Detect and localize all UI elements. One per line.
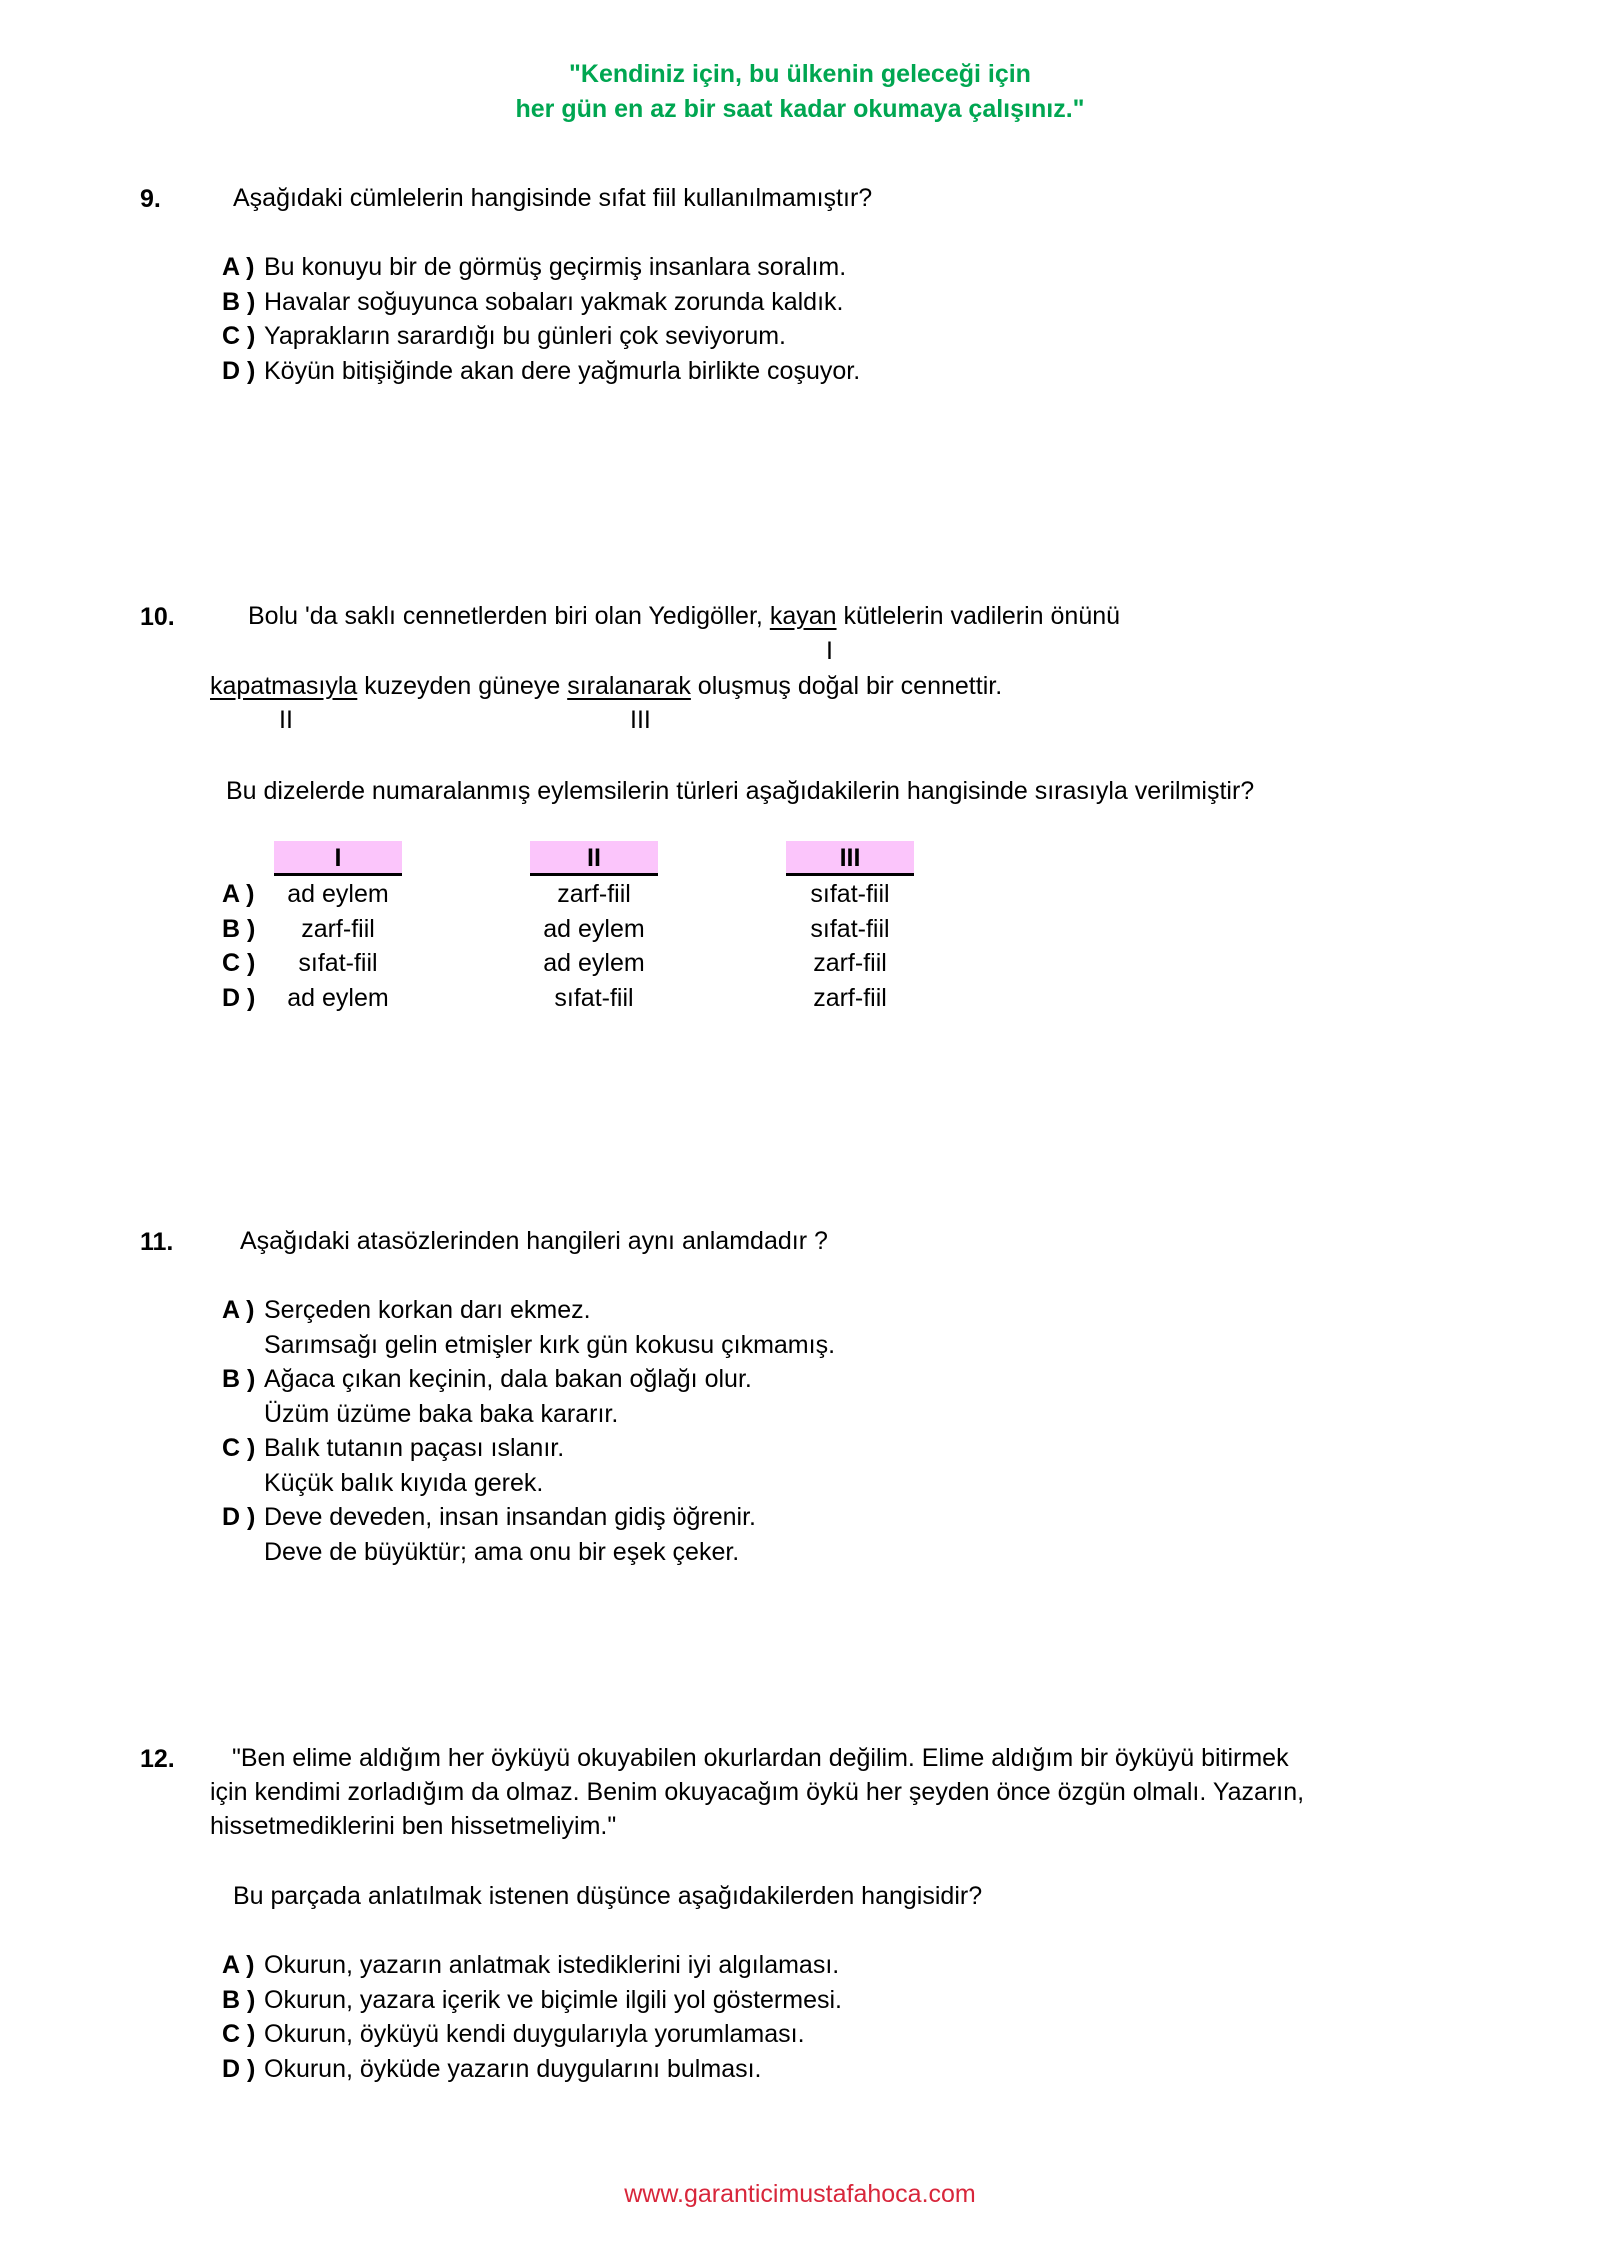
- marker-i: I: [826, 637, 833, 665]
- option-a[interactable]: [222, 1948, 842, 1983]
- option-letter: C ): [222, 949, 256, 977]
- table-cell: ad eylem: [543, 914, 645, 943]
- option-letter: D ): [222, 356, 256, 385]
- passage-text: Bolu 'da saklı cennetlerden biri olan Yedigöller,: [248, 602, 770, 630]
- question-11-options: [222, 1293, 835, 1569]
- option-letter: A ): [222, 880, 255, 908]
- table-cell: sıfat-fiil: [554, 983, 634, 1012]
- question-10-options: [222, 877, 264, 1015]
- option-d[interactable]: [222, 1500, 835, 1569]
- option-text: Okurun, öyküyü kendi duygularıyla yorumlaması.: [264, 2020, 805, 2048]
- option-c[interactable]: [222, 2017, 842, 2052]
- option-text-line-2: Sarımsağı gelin etmişler kırk gün kokusu çıkmamış.: [264, 1330, 836, 1359]
- option-text-line-2: Küçük balık kıyıda gerek.: [264, 1468, 544, 1497]
- table-cell: zarf-fiil: [557, 880, 631, 908]
- option-text: Yaprakların sarardığı bu günleri çok seviyorum.: [264, 322, 786, 350]
- option-b[interactable]: [222, 1362, 835, 1431]
- table-header-ii: II: [530, 841, 658, 876]
- option-text: Köyün bitişiğinde akan dere yağmurla birlikte coşuyor.: [264, 356, 861, 385]
- footer-link[interactable]: www.garanticimustafahoca.com: [624, 2180, 976, 2208]
- underlined-verbal-iii: sıralanarak: [567, 672, 691, 700]
- option-text-line-2: Üzüm üzüme baka baka kararır.: [264, 1399, 619, 1428]
- option-letter: B ): [222, 1365, 256, 1393]
- underlined-verbal-ii: kapatmasıyla: [210, 672, 358, 700]
- option-letter: B ): [222, 1985, 256, 2014]
- option-d[interactable]: [222, 354, 860, 389]
- option-letter: A ): [222, 1951, 255, 1979]
- option-b[interactable]: [222, 285, 860, 320]
- table-header-i: I: [274, 841, 402, 876]
- question-11-text: Aşağıdaki atasözlerinden hangileri aynı anlamdadır ?: [240, 1227, 828, 1255]
- question-10-line-1: [248, 599, 1120, 633]
- option-a[interactable]: [222, 250, 860, 285]
- marker-iii: III: [630, 706, 651, 734]
- table-cell: zarf-fiil: [813, 983, 887, 1012]
- option-letter: C ): [222, 1434, 256, 1462]
- question-12-number: 12.: [140, 1745, 175, 1773]
- option-text: Okurun, yazarın anlatmak istediklerini iyi algılaması.: [264, 1951, 840, 1979]
- question-12-options: [222, 1948, 842, 2086]
- table-header-iii: III: [786, 841, 914, 876]
- option-letter: D ): [222, 983, 256, 1012]
- table-cell: ad eylem: [543, 949, 645, 977]
- option-letter: D ): [222, 1503, 256, 1531]
- question-12-passage-line-1: "Ben elime aldığım her öyküyü okuyabilen okurlardan değilim. Elime aldığım bir öyküyü bitirmek: [232, 1744, 1289, 1772]
- option-letter: C ): [222, 322, 256, 350]
- table-cell: zarf-fiil: [301, 914, 375, 943]
- option-c[interactable]: [222, 1431, 835, 1500]
- passage-text: kütlelerin vadilerin önünü: [836, 602, 1121, 630]
- option-text: Okurun, yazara içerik ve biçimle ilgili yol göstermesi.: [264, 1985, 842, 2014]
- question-12-passage-line-3: hissetmediklerini ben hissetmeliyim.": [210, 1812, 617, 1840]
- option-letter: A ): [222, 1296, 255, 1324]
- option-letter: A ): [222, 253, 255, 281]
- question-10-text: Bu dizelerde numaralanmış eylemsilerin türleri aşağıdakilerin hangisinde sırasıyla verilmiştir?: [226, 777, 1255, 805]
- option-b[interactable]: [222, 912, 264, 947]
- option-text-line-1: Ağaca çıkan keçinin, dala bakan oğlağı olur.: [264, 1365, 752, 1393]
- underlined-verbal-i: kayan: [769, 602, 837, 630]
- option-letter: B ): [222, 914, 256, 943]
- table-cell: ad eylem: [287, 880, 389, 908]
- option-b[interactable]: [222, 1983, 842, 2018]
- option-a[interactable]: [222, 877, 264, 912]
- option-d[interactable]: [222, 2052, 842, 2087]
- marker-ii: II: [279, 706, 293, 734]
- option-a[interactable]: [222, 1293, 835, 1362]
- table-cell: zarf-fiil: [813, 949, 887, 977]
- question-9-number: 9.: [140, 185, 161, 213]
- question-12-passage-line-2: için kendimi zorladığım da olmaz. Benim okuyacağım öykü her şeyden önce özgün olmalı. Yazarın,: [210, 1778, 1305, 1806]
- option-text-line-1: Deve deveden, insan insandan gidiş öğrenir.: [264, 1503, 757, 1531]
- question-10-number: 10.: [140, 603, 175, 631]
- question-10-line-2: [210, 669, 1002, 703]
- passage-text: oluşmuş doğal bir cennettir.: [690, 672, 1003, 700]
- passage-text: kuzeyden güneye: [357, 672, 568, 700]
- option-text: Bu konuyu bir de görmüş geçirmiş insanlara soralım.: [264, 253, 847, 281]
- motto-line-2: her gün en az bir saat kadar okumaya çalışınız.": [515, 95, 1085, 123]
- question-11-number: 11.: [140, 1228, 174, 1256]
- motto-line-1: "Kendiniz için, bu ülkenin geleceği için: [569, 60, 1031, 88]
- option-letter: D ): [222, 2054, 256, 2083]
- option-letter: B ): [222, 287, 256, 316]
- option-text-line-2: Deve de büyüktür; ama onu bir eşek çeker.: [264, 1537, 740, 1566]
- table-cell: ad eylem: [287, 983, 389, 1012]
- option-text-line-1: Balık tutanın paçası ıslanır.: [264, 1434, 565, 1462]
- option-text: Okurun, öyküde yazarın duygularını bulması.: [264, 2054, 762, 2083]
- question-9-text: Aşağıdaki cümlelerin hangisinde sıfat fiil kullanılmamıştır?: [233, 184, 873, 212]
- option-text-line-1: Serçeden korkan darı ekmez.: [264, 1296, 591, 1324]
- table-cell: sıfat-fiil: [810, 880, 890, 908]
- option-c[interactable]: [222, 946, 264, 981]
- question-12-text: Bu parçada anlatılmak istenen düşünce aşağıdakilerden hangisidir?: [233, 1882, 983, 1910]
- question-9-options: [222, 250, 860, 388]
- table-cell: sıfat-fiil: [298, 949, 378, 977]
- option-d[interactable]: [222, 981, 264, 1016]
- option-c[interactable]: [222, 319, 860, 354]
- option-text: Havalar soğuyunca sobaları yakmak zorunda kaldık.: [264, 287, 844, 316]
- table-cell: sıfat-fiil: [810, 914, 890, 943]
- option-letter: C ): [222, 2020, 256, 2048]
